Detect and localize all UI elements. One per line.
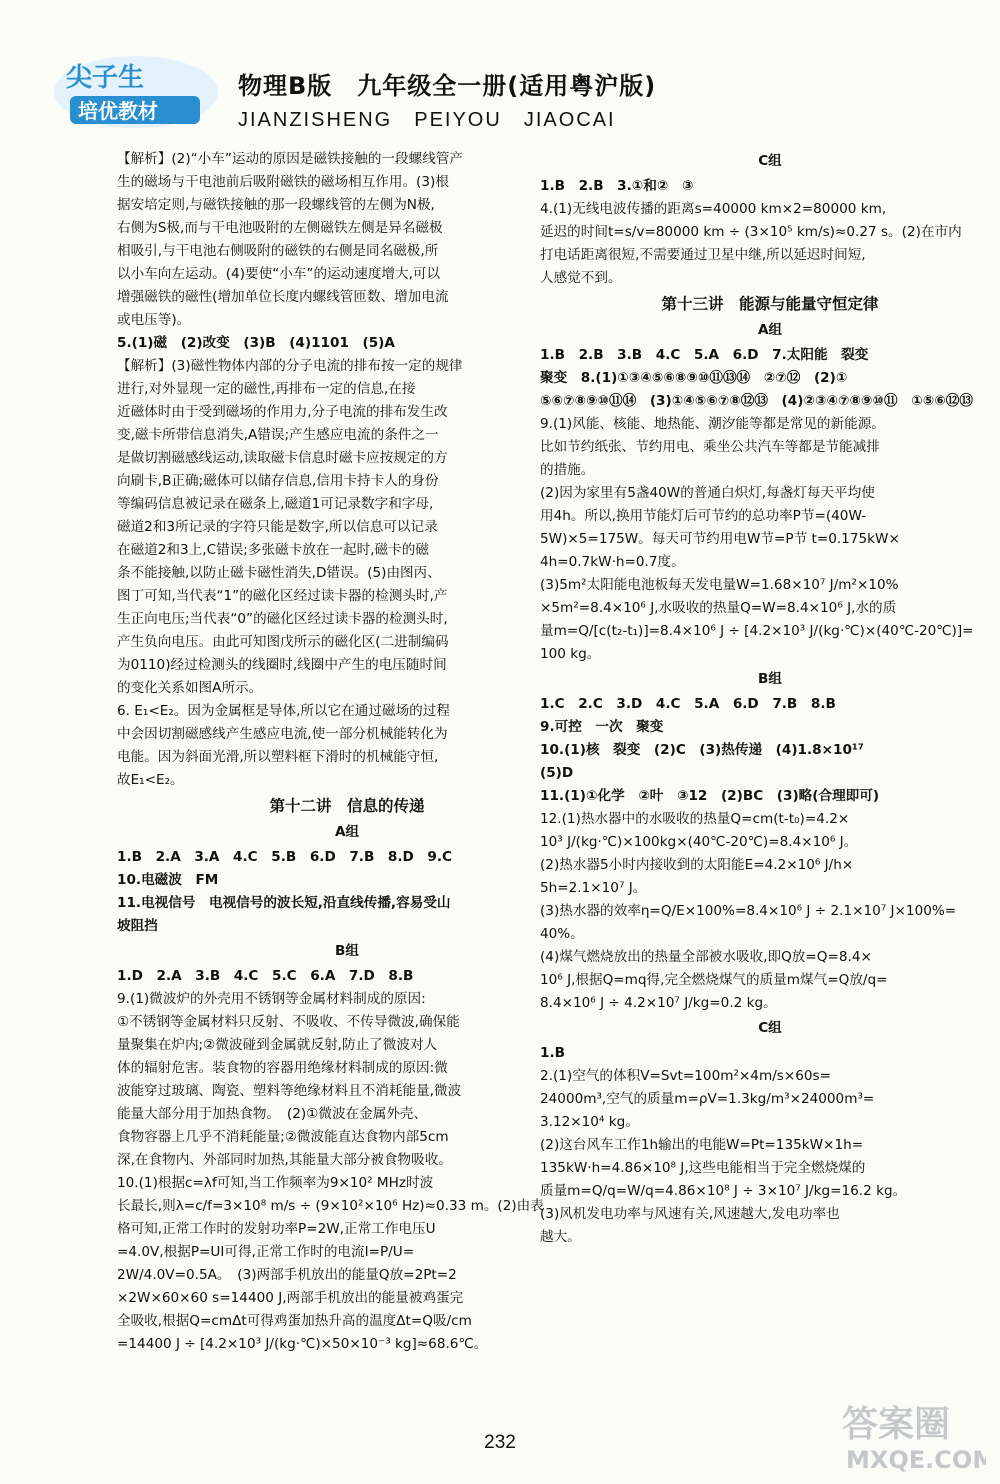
answer-line: 生的磁场与干电池前后吸附磁铁的磁场相互作用。(3)根 [117, 174, 449, 190]
answer-line: 以小车向左运动。(4)要使“小车”的运动速度增大,可以 [117, 266, 441, 282]
answer-line: 4.(1)无线电波传播的距离s=40000 km×2=80000 km, [540, 201, 887, 217]
answer-line: 是做切割磁感线运动,读取磁卡信息时磁卡应按规定的方 [117, 450, 448, 466]
answer-line: 进行,对外显现一定的磁性,再排布一定的信息,在接 [117, 381, 416, 397]
answer-line: 1.B 2.B 3.①和② ③ [540, 178, 694, 194]
answer-line: 坡阻挡 [117, 918, 158, 934]
answer-line: 1.B 2.A 3.A 4.C 5.B 6.D 7.B 8.D 9.C [117, 849, 452, 865]
answer-line: 格可知,正常工作时的发射功率P=2W,正常工作电压U [117, 1221, 436, 1237]
answer-line: 1.B [540, 1045, 565, 1061]
group-heading: A组 [334, 824, 360, 840]
answer-line: 12.(1)热水器中的水吸收的热量Q=cm(t-t₀)=4.2× [540, 811, 850, 827]
answer-line: 深,在食物内、外部同时加热,其能量大部分被食物吸收。 [117, 1152, 452, 1168]
answer-line: 2W/4.0V=0.5A。 (3)两部手机放出的能量Q放=2Pt=2 [117, 1267, 457, 1283]
section-title: 第十三讲 能源与能量守恒定律 [661, 295, 879, 313]
answer-line: 磁道2和3所记录的字符只能是数字,所以信息可以记录 [117, 519, 438, 535]
book-subtitle: JIANZISHENG PEIYOU JIAOCAI [238, 109, 616, 131]
answer-line: 聚变 8.(1)①③④⑤⑥⑧⑨⑩⑪⑬⑭ ②⑦⑫ (2)① [540, 370, 848, 386]
answer-line: =4.0V,根据P=UI可得,正常工作时的电流I=P/U= [117, 1244, 415, 1260]
answer-line: (3)风机发电功率与风速有关,风速越大,发电功率也 [540, 1206, 840, 1222]
answer-line: 2.(1)空气的体积V=Svt=100m²×4m/s×60s= [540, 1068, 832, 1084]
book-title: 物理B版 九年级全一册(适用粤沪版) [238, 72, 657, 100]
answer-line: 生正向电压;当代表“0”的磁化区经过读卡器的检测头时, [117, 611, 448, 627]
answer-line: 或电压等)。 [117, 312, 191, 328]
answer-line: 变,磁卡所带信息消失,A错误;产生感应电流的条件之一 [117, 427, 439, 443]
answer-line: 量聚集在炉内;②微波碰到金属就反射,防止了微波对人 [117, 1037, 438, 1053]
answer-line: 10.(1)根据c=λf可知,当工作频率为9×10² MHz时波 [117, 1175, 434, 1191]
answer-line: 量m=Q/[c(t₂-t₁)]=8.4×10⁶ J ÷ [4.2×10³ J/(kg·℃)×(40℃-20℃)]= [540, 623, 974, 639]
answer-line: 【解析】(2)“小车”运动的原因是磁铁接触的一段螺线管产 [117, 151, 463, 167]
answer-line: 人感觉不到。 [540, 270, 622, 286]
answer-line: 用4h。所以,换用节能灯后可节约的总功率P节=(40W- [540, 508, 867, 524]
group-heading: C组 [758, 153, 782, 169]
group-heading: B组 [335, 943, 359, 959]
answer-line: (3)热水器的效率η=Q/E×100%=8.4×10⁶ J ÷ 2.1×10⁷ J×100%= [540, 903, 957, 919]
answer-line: 11.(1)①化学 ②叶 ③12 (2)BC (3)略(合理即可) [540, 788, 880, 804]
answer-line: (2)这台风车工作1h输出的电能W=Pt=135kW×1h= [540, 1137, 864, 1153]
answer-line: 9.(1)微波炉的外壳用不锈钢等金属材料制成的原因: [117, 991, 426, 1007]
answer-line: 9.(1)风能、核能、地热能、潮汐能等都是常见的新能源。 [540, 416, 885, 432]
answer-line: 近磁体时由于受到磁场的作用力,分子电流的排布发生改 [117, 404, 448, 420]
answer-line: 中会因切割磁感线产生感应电流,使一部分机械能转化为 [117, 726, 448, 742]
answer-line: 增强磁铁的磁性(增加单位长度内螺线管匝数、增加电流 [117, 289, 449, 305]
answer-line: 的措施。 [540, 462, 595, 478]
answer-line: 相吸引,与干电池右侧吸附的磁铁的右侧是同名磁极,所 [117, 243, 439, 259]
answer-line: 10⁶ J,根据Q=mq得,完全燃烧煤气的质量m煤气=Q放/q= [540, 972, 888, 988]
page-number: 232 [484, 1432, 516, 1453]
svg-text:尖子生: 尖子生 [66, 63, 145, 93]
answer-line: 3.12×10⁴ kg。 [540, 1114, 639, 1130]
answer-line: (3)5m²太阳能电池板每天发电量W=1.68×10⁷ J/m²×10% [540, 577, 899, 593]
answer-line: 在磁道2和3上,C错误;多张磁卡放在一起时,磁卡的磁 [117, 542, 429, 558]
answer-line: 10.电磁波 FM [117, 872, 219, 888]
answer-line: ×5m²=8.4×10⁶ J,水吸收的热量Q=W=8.4×10⁶ J,水的质 [540, 600, 897, 616]
publisher-logo [52, 52, 220, 132]
answer-line: 5.(1)磁 (2)改变 (3)B (4)1101 (5)A [117, 335, 395, 351]
answer-line: ×2W×60×60 s=14400 J,两部手机放出的能量被鸡蛋完 [117, 1290, 464, 1306]
answer-line: (2)热水器5小时内接收到的太阳能E=4.2×10⁶ J/h× [540, 857, 854, 873]
answer-line: 8.4×10⁶ J ÷ 4.2×10⁷ J/kg=0.2 kg。 [540, 995, 777, 1011]
right-column [540, 148, 1000, 1249]
answer-line: 图丁可知,当代表“1”的磁化区经过读卡器的检测头时,产 [117, 588, 448, 604]
answer-line: 6. E₁<E₂。因为金属框是导体,所以它在通过磁场的过程 [117, 703, 450, 719]
answer-line: 5h=2.1×10⁷ J。 [540, 880, 647, 896]
answer-line: 右侧为S极,而与干电池吸附的左侧磁铁左侧是异名磁极 [117, 220, 443, 236]
answer-line: 1.C 2.C 3.D 4.C 5.A 6.D 7.B 8.B [540, 696, 836, 712]
answer-line: 向刷卡,B正确;磁体可以储存信息,信用卡持卡人的身份 [117, 473, 439, 489]
answer-line: 【解析】(3)磁性物体内部的分子电流的排布按一定的规律 [117, 358, 463, 374]
answer-line: 产生负向电压。由此可知图戊所示的磁化区(二进制编码 [117, 634, 449, 650]
answer-line: 体的辐射危害。装食物的容器用绝缘材料制成的原因:微 [117, 1060, 448, 1076]
answer-line: 长最长,则λ=c/f=3×10⁸ m/s ÷ (9×10²×10⁶ Hz)≈0.33 m。(2)由表 [117, 1198, 544, 1214]
answer-line: 11.电视信号 电视信号的波长短,沿直线传播,容易受山 [117, 895, 451, 911]
answer-line: 为0110)经过检测头的线圈时,线圈中产生的电压随时间 [117, 657, 447, 673]
answer-line: 能量大部分用于加热食物。 (2)①微波在金属外壳、 [117, 1106, 428, 1122]
answer-line: (5)D [540, 765, 574, 781]
left-column [117, 148, 577, 1356]
section-title: 第十二讲 信息的传递 [269, 797, 425, 815]
answer-line: 的变化关系如图A所示。 [117, 680, 263, 696]
watermark-logo [836, 1392, 986, 1476]
answer-line: ①不锈钢等金属材料只反射、不吸收、不传导微波,确保能 [117, 1014, 460, 1030]
answer-line: 等编码信息被记录在磁条上,磁道1可记录数字和字母, [117, 496, 434, 512]
answer-line: 5W)×5=175W。每天可节约用电W节=P节 t=0.175kW× [540, 531, 900, 547]
answer-line: 质量m=Q/q=W/q=4.86×10⁸ J ÷ 3×10⁷ J/kg=16.2 kg。 [540, 1183, 907, 1199]
answer-line: 波能穿过玻璃、陶瓷、塑料等绝缘材料且不消耗能量,微波 [117, 1083, 462, 1099]
answer-line: =14400 J ÷ [4.2×10³ J/(kg·℃)×50×10⁻³ kg]≈68.6℃。 [117, 1336, 488, 1352]
answer-line: 条不能接触,以防止磁卡磁性消失,D错误。(5)由图丙、 [117, 565, 441, 581]
answer-line: 延迟的时间t=s/v=80000 km ÷ (3×10⁵ km/s)≈0.27 s。(2)在市内 [540, 224, 962, 240]
answer-line: 10.(1)核 裂变 (2)C (3)热传递 (4)1.8×10¹⁷ [540, 742, 864, 758]
svg-text:培优教材: 培优教材 [78, 99, 158, 123]
answer-line: 故E₁<E₂。 [117, 772, 184, 788]
answer-line: ⑤⑥⑦⑧⑨⑩⑪⑭ (3)①④⑤⑥⑦⑧⑫⑬ (4)②③④⑦⑧⑨⑩⑪ ①⑤⑥⑫⑬ [540, 393, 973, 409]
svg-text:答案圈: 答案圈 [842, 1404, 951, 1445]
answer-line: 24000m³,空气的质量m=ρV=1.3kg/m³×24000m³= [540, 1091, 875, 1107]
answer-line: 10³ J/(kg·℃)×100kg×(40℃-20℃)=8.4×10⁶ J。 [540, 834, 858, 850]
answer-line: 电能。因为斜面光滑,所以塑料框下滑时的机械能守恒, [117, 749, 439, 765]
answer-line: (4)煤气燃烧放出的热量全部被水吸收,即Q放=Q=8.4× [540, 949, 872, 965]
answer-line: 9.可控 一次 聚变 [540, 719, 664, 735]
svg-text:MXQE.COM: MXQE.COM [846, 1446, 986, 1474]
answer-line: (2)因为家里有5盏40W的普通白炽灯,每盏灯每天平均使 [540, 485, 875, 501]
answer-line: 比如节约纸张、节约用电、乘坐公共汽车等都是节能减排 [540, 439, 880, 455]
answer-line: 越大。 [540, 1229, 581, 1245]
answer-line: 40%。 [540, 926, 584, 942]
answer-line: 135kW·h=4.86×10⁸ J,这些电能相当于完全燃烧煤的 [540, 1160, 866, 1176]
answer-line: 全吸收,根据Q=cmΔt可得鸡蛋加热升高的温度Δt=Q吸/cm [117, 1313, 472, 1329]
answer-line: 1.D 2.A 3.B 4.C 5.C 6.A 7.D 8.B [117, 968, 414, 984]
group-heading: B组 [758, 671, 782, 687]
answer-line: 据安培定则,与磁铁接触的那一段螺线管的左侧为N极, [117, 197, 435, 213]
answer-line: 1.B 2.B 3.B 4.C 5.A 6.D 7.太阳能 裂变 [540, 347, 869, 363]
group-heading: C组 [758, 1020, 782, 1036]
answer-line: 100 kg。 [540, 646, 601, 662]
answer-line: 4h=0.7kW·h=0.7度。 [540, 554, 685, 570]
answer-line: 打电话距离很短,不需要通过卫星中继,所以延迟时间短, [540, 247, 866, 263]
group-heading: A组 [757, 322, 783, 338]
answer-line: 食物容器上几乎不消耗能量;②微波能直达食物内部5cm [117, 1129, 449, 1145]
